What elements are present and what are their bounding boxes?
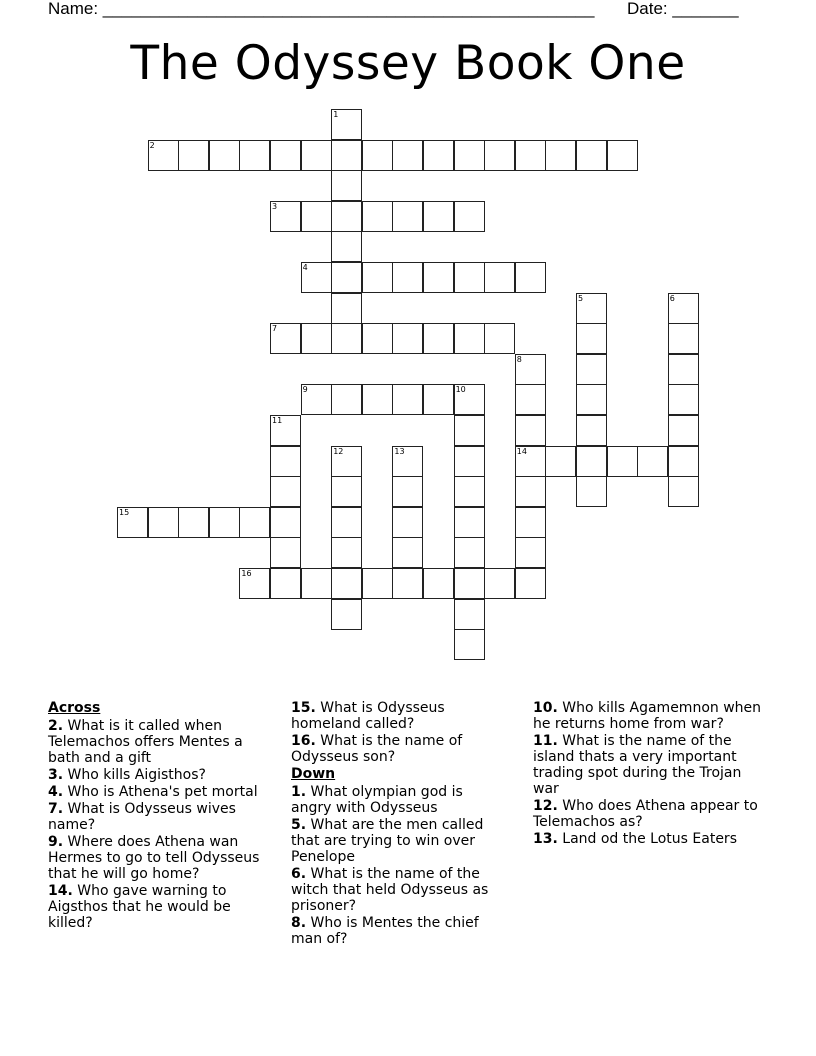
clue-number: 9. xyxy=(48,834,64,850)
crossword-cell[interactable] xyxy=(484,140,515,171)
clue-number-label: 9 xyxy=(302,385,308,395)
crossword-cell[interactable] xyxy=(576,415,607,446)
crossword-cell[interactable] xyxy=(362,323,393,354)
crossword-cell[interactable] xyxy=(515,415,546,446)
clue-number-label: 7 xyxy=(272,324,278,334)
crossword-cell[interactable] xyxy=(668,323,699,354)
date-field[interactable]: Date: _______ xyxy=(627,0,739,18)
crossword-cell[interactable] xyxy=(454,446,485,477)
clue-column-3 xyxy=(533,700,763,848)
crossword-cell[interactable] xyxy=(668,446,699,477)
crossword-cell[interactable] xyxy=(423,384,454,415)
crossword-cell[interactable] xyxy=(362,384,393,415)
clue-number-label: 2 xyxy=(149,140,155,150)
crossword-cell[interactable] xyxy=(454,507,485,538)
crossword-cell[interactable] xyxy=(484,262,515,293)
crossword-cell[interactable] xyxy=(576,446,607,477)
crossword-cell[interactable] xyxy=(576,354,607,385)
crossword-cell[interactable] xyxy=(331,109,362,140)
crossword-cell[interactable] xyxy=(331,384,362,415)
clue-number-label: 15 xyxy=(119,507,130,517)
name-field[interactable]: Name: ____________________________________________________ xyxy=(48,0,595,18)
clue-number: 14. xyxy=(48,883,73,899)
clue-text: What is the name of the witch that held Odysseus as prisoner? xyxy=(291,866,489,914)
crossword-cell[interactable] xyxy=(515,568,546,599)
clue-item xyxy=(533,733,763,797)
clue-number-label: 4 xyxy=(302,263,308,272)
crossword-cell[interactable] xyxy=(301,384,332,415)
crossword-cell[interactable] xyxy=(668,415,699,446)
crossword-cell[interactable] xyxy=(362,201,393,232)
crossword-cell[interactable] xyxy=(362,568,393,599)
clue-item xyxy=(48,801,276,833)
crossword-cell[interactable] xyxy=(209,140,240,171)
crossword-cell[interactable] xyxy=(515,262,546,293)
crossword-cell[interactable] xyxy=(668,293,699,324)
clue-number-label: 14 xyxy=(516,446,527,456)
crossword-cell[interactable] xyxy=(148,140,179,171)
crossword-cell[interactable] xyxy=(515,354,546,385)
crossword-cell[interactable] xyxy=(270,537,301,568)
clue-text: What is Odysseus homeland called? xyxy=(291,700,445,732)
crossword-cell[interactable] xyxy=(515,384,546,415)
clue-text: Where does Athena wan Hermes to go to tell Odysseus that he will go home? xyxy=(48,834,260,882)
clue-item xyxy=(291,700,506,732)
crossword-cell[interactable] xyxy=(515,140,546,171)
crossword-cell[interactable] xyxy=(270,323,301,354)
crossword-cell[interactable] xyxy=(454,568,485,599)
crossword-cell[interactable] xyxy=(454,262,485,293)
clue-item xyxy=(48,883,276,931)
clue-number-label: 1 xyxy=(333,110,339,119)
crossword-cell[interactable] xyxy=(423,262,454,293)
crossword-cell[interactable] xyxy=(484,323,515,354)
clue-number-label: 16 xyxy=(241,569,252,578)
crossword-cell[interactable] xyxy=(301,568,332,599)
crossword-cell[interactable] xyxy=(270,507,301,538)
clue-number: 4. xyxy=(48,784,64,800)
crossword-cell[interactable] xyxy=(331,201,362,232)
crossword-cell[interactable] xyxy=(545,446,576,477)
crossword-cell[interactable] xyxy=(270,568,301,599)
clue-number: 7. xyxy=(48,801,64,817)
clue-item xyxy=(48,834,276,882)
clue-number: 15. xyxy=(291,700,316,716)
clue-number: 12. xyxy=(533,798,558,814)
crossword-cell[interactable] xyxy=(576,323,607,354)
clue-number: 6. xyxy=(291,866,307,882)
clue-number-label: 13 xyxy=(394,446,405,456)
clue-number: 1. xyxy=(291,784,307,800)
clue-number-label: 8 xyxy=(516,354,522,364)
crossword-cell[interactable] xyxy=(331,170,362,201)
crossword-cell[interactable] xyxy=(331,323,362,354)
crossword-cell[interactable] xyxy=(239,507,270,538)
crossword-cell[interactable] xyxy=(178,140,209,171)
clue-number-label: 3 xyxy=(272,201,278,211)
clue-item xyxy=(291,915,506,947)
crossword-cell[interactable] xyxy=(331,293,362,324)
crossword-cell[interactable] xyxy=(331,231,362,262)
crossword-cell[interactable] xyxy=(392,446,423,477)
crossword-cell[interactable] xyxy=(392,201,423,232)
crossword-cell[interactable] xyxy=(331,599,362,630)
crossword-cell[interactable] xyxy=(331,446,362,477)
crossword-cell[interactable] xyxy=(117,507,148,538)
crossword-cell[interactable] xyxy=(301,201,332,232)
clue-number-label: 10 xyxy=(455,385,466,395)
clue-number: 8. xyxy=(291,915,307,931)
clue-item xyxy=(48,767,276,783)
crossword-cell[interactable] xyxy=(576,476,607,507)
crossword-cell[interactable] xyxy=(423,568,454,599)
crossword-cell[interactable] xyxy=(392,262,423,293)
clue-number: 5. xyxy=(291,817,307,833)
crossword-cell[interactable] xyxy=(301,140,332,171)
clue-text: Who kills Aigisthos? xyxy=(67,767,206,783)
crossword-cell[interactable] xyxy=(607,446,638,477)
crossword-cell[interactable] xyxy=(545,140,576,171)
clue-item xyxy=(291,866,506,914)
clue-item xyxy=(48,718,276,766)
clue-text: Who kills Agamemnon when he returns home from war? xyxy=(533,700,762,732)
crossword-cell[interactable] xyxy=(454,537,485,568)
crossword-cell[interactable] xyxy=(331,568,362,599)
crossword-cell[interactable] xyxy=(178,507,209,538)
crossword-cell[interactable] xyxy=(239,568,270,599)
crossword-cell[interactable] xyxy=(331,262,362,293)
crossword-cell[interactable] xyxy=(515,446,546,477)
clue-number-label: 5 xyxy=(578,293,584,303)
clue-text: Who does Athena appear to Telemachos as? xyxy=(533,798,758,830)
crossword-cell[interactable] xyxy=(668,384,699,415)
clue-heading: Down xyxy=(291,766,336,782)
crossword-cell[interactable] xyxy=(392,140,423,171)
clue-number: 2. xyxy=(48,718,64,734)
clue-number-label: 11 xyxy=(272,416,283,425)
clue-number: 10. xyxy=(533,700,558,716)
crossword-cell[interactable] xyxy=(576,293,607,324)
crossword-cell[interactable] xyxy=(454,140,485,171)
crossword-cell[interactable] xyxy=(454,323,485,354)
crossword-cell[interactable] xyxy=(423,323,454,354)
crossword-cell[interactable] xyxy=(270,415,301,446)
crossword-cell[interactable] xyxy=(362,140,393,171)
crossword-cell[interactable] xyxy=(454,201,485,232)
clue-number: 13. xyxy=(533,831,558,847)
clue-text: What is the name of Odysseus son? xyxy=(291,733,463,765)
clue-text: What is the name of the island thats a very important trading spot during the Trojan war xyxy=(533,733,742,797)
crossword-cell[interactable] xyxy=(392,323,423,354)
crossword-cell[interactable] xyxy=(637,446,668,477)
crossword-cell[interactable] xyxy=(668,354,699,385)
crossword-cell[interactable] xyxy=(301,262,332,293)
crossword-cell[interactable] xyxy=(270,476,301,507)
crossword-cell[interactable] xyxy=(392,568,423,599)
crossword-cell[interactable] xyxy=(209,507,240,538)
crossword-cell[interactable] xyxy=(331,537,362,568)
crossword-cell[interactable] xyxy=(454,599,485,630)
crossword-cell[interactable] xyxy=(392,537,423,568)
crossword-cell[interactable] xyxy=(576,384,607,415)
clue-item xyxy=(291,784,506,816)
page-title: The Odyssey Book One xyxy=(130,36,686,91)
clue-text: Who gave warning to Aigsthos that he would be killed? xyxy=(48,883,231,931)
clue-number-label: 12 xyxy=(333,446,344,456)
clue-text: Who is Mentes the chief man of? xyxy=(291,915,479,947)
crossword-cell[interactable] xyxy=(270,140,301,171)
clue-heading: Across xyxy=(48,700,101,716)
crossword-cell[interactable] xyxy=(515,507,546,538)
crossword-cell[interactable] xyxy=(301,323,332,354)
clue-text: What is it called when Telemachos offers Mentes a bath and a gift xyxy=(48,718,243,766)
crossword-cell[interactable] xyxy=(454,476,485,507)
crossword-cell[interactable] xyxy=(515,476,546,507)
clue-number: 3. xyxy=(48,767,64,783)
clue-text: What are the men called that are trying to win over Penelope xyxy=(291,817,484,865)
crossword-cell[interactable] xyxy=(148,507,179,538)
crossword-cell[interactable] xyxy=(239,140,270,171)
clue-text: What olympian god is angry with Odysseus xyxy=(291,784,463,816)
clue-column-1 xyxy=(48,700,276,932)
clue-number: 16. xyxy=(291,733,316,749)
crossword-cell[interactable] xyxy=(331,140,362,171)
crossword-cell[interactable] xyxy=(454,629,485,660)
crossword-cell[interactable] xyxy=(392,384,423,415)
header xyxy=(48,0,768,20)
crossword-cell[interactable] xyxy=(392,507,423,538)
crossword-cell[interactable] xyxy=(392,476,423,507)
clue-item xyxy=(533,831,763,847)
crossword-cell[interactable] xyxy=(607,140,638,171)
clue-item xyxy=(48,784,276,800)
clue-item xyxy=(533,700,763,732)
clue-item xyxy=(533,798,763,830)
clue-text: Who is Athena's pet mortal xyxy=(67,784,258,800)
crossword-cell[interactable] xyxy=(576,140,607,171)
crossword-cell[interactable] xyxy=(668,476,699,507)
crossword-cell[interactable] xyxy=(454,415,485,446)
crossword-cell[interactable] xyxy=(454,384,485,415)
clue-number: 11. xyxy=(533,733,558,749)
clue-text: Land od the Lotus Eaters xyxy=(562,831,737,847)
crossword-cell[interactable] xyxy=(270,446,301,477)
clue-item xyxy=(291,733,506,765)
crossword-cell[interactable] xyxy=(515,537,546,568)
clue-text: What is Odysseus wives name? xyxy=(48,801,236,833)
crossword-cell[interactable] xyxy=(423,140,454,171)
crossword-cell[interactable] xyxy=(423,201,454,232)
crossword-cell[interactable] xyxy=(270,201,301,232)
clue-column-2 xyxy=(291,700,506,948)
crossword-cell[interactable] xyxy=(331,476,362,507)
clue-item xyxy=(291,817,506,865)
crossword-cell[interactable] xyxy=(362,262,393,293)
crossword-cell[interactable] xyxy=(331,507,362,538)
clue-number-label: 6 xyxy=(669,293,675,303)
crossword-cell[interactable] xyxy=(484,568,515,599)
